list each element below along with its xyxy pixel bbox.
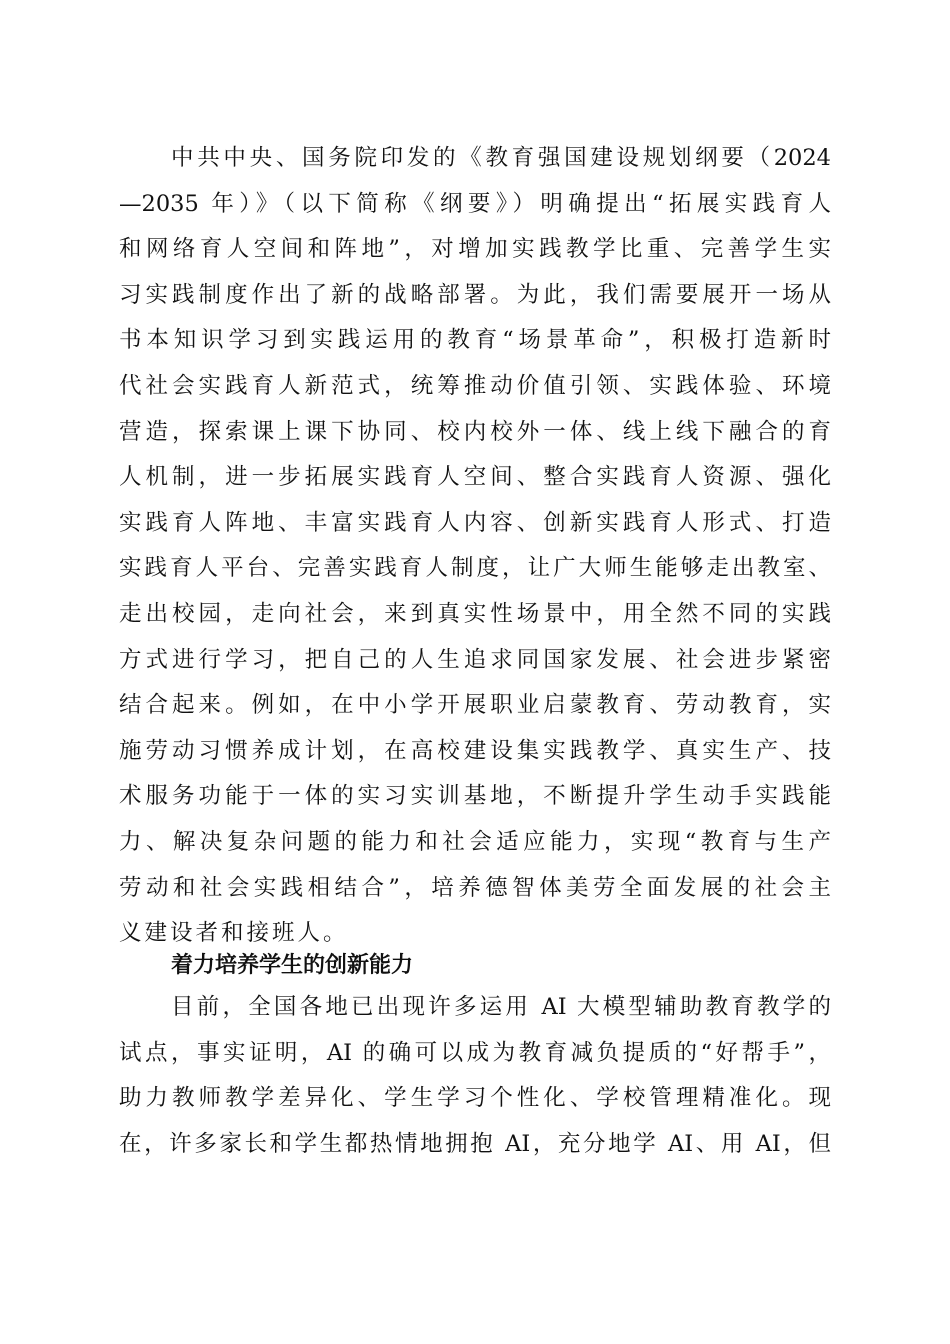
paragraph-line: 助力教师教学差异化、学生学习个性化、学校管理精准化。现 xyxy=(119,1085,831,1112)
section-heading: 着力培养学生的创新能力 xyxy=(171,953,414,978)
paragraph-line: 营造，探索课上课下协同、校内校外一体、线上线下融合的育 xyxy=(119,418,831,445)
paragraph-line: —2035 年）》（以下简称《纲要》）明确提出“拓展实践育人 xyxy=(119,190,831,217)
paragraph-line: 人机制，进一步拓展实践育人空间、整合实践育人资源、强化 xyxy=(119,464,831,491)
paragraph-line: 习实践制度作出了新的战略部署。为此，我们需要展开一场从 xyxy=(119,281,831,308)
paragraph-line: 代社会实践育人新范式，统筹推动价值引领、实践体验、环境 xyxy=(119,372,831,399)
paragraph-line: 施劳动习惯养成计划，在高校建设集实践教学、真实生产、技 xyxy=(119,737,831,764)
paragraph-practice-education xyxy=(119,136,831,957)
paragraph-line: 结合起来。例如，在中小学开展职业启蒙教育、劳动教育，实 xyxy=(119,692,831,719)
paragraph-line: 实践育人平台、完善实践育人制度，让广大师生能够走出教室、 xyxy=(119,555,831,582)
paragraph-line: 力、解决复杂问题的能力和社会适应能力，实现“教育与生产 xyxy=(119,828,831,855)
paragraph-line: 试点，事实证明，AI 的确可以成为教育减负提质的“好帮手”， xyxy=(119,1039,831,1066)
paragraph-line: 实践育人阵地、丰富实践育人内容、创新实践育人形式、打造 xyxy=(119,509,831,536)
paragraph-line: 中共中央、国务院印发的《教育强国建设规划纲要（2024 xyxy=(171,145,831,171)
paragraph-line: 走出校园，走向社会，来到真实性场景中，用全然不同的实践 xyxy=(119,600,831,627)
paragraph-line: 书本知识学习到实践运用的教育“场景革命”，积极打造新时 xyxy=(119,327,831,354)
paragraph-line: 义建设者和接班人。 xyxy=(119,920,349,947)
paragraph-line: 劳动和社会实践相结合”，培养德智体美劳全面发展的社会主 xyxy=(119,874,831,901)
paragraph-line: 方式进行学习，把自己的人生追求同国家发展、社会进步紧密 xyxy=(119,646,831,673)
paragraph-ai-education xyxy=(119,985,831,1167)
paragraph-line: 在，许多家长和学生都热情地拥抱 AI，充分地学 AI、用 AI，但 xyxy=(119,1130,831,1157)
paragraph-line: 目前，全国各地已出现许多运用 AI 大模型辅助教育教学的 xyxy=(171,994,831,1020)
paragraph-line: 和网络育人空间和阵地”，对增加实践教学比重、完善学生实 xyxy=(119,236,831,263)
paragraph-line: 术服务功能于一体的实习实训基地，不断提升学生动手实践能 xyxy=(119,783,831,810)
